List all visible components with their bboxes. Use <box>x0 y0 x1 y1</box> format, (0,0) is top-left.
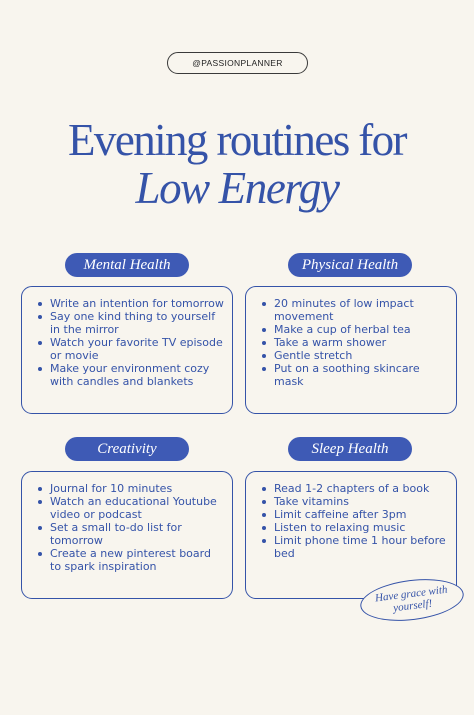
handle-badge: @PASSIONPLANNER <box>167 52 308 74</box>
list-item: Watch your favorite TV episode or movie <box>34 336 224 362</box>
list-item: Limit caffeine after 3pm <box>258 508 448 521</box>
card-mental-health <box>21 286 233 414</box>
list-item: Create a new pinterest board to spark inspiration <box>34 547 224 573</box>
list-item: Make a cup of herbal tea <box>258 323 448 336</box>
list-item: Write an intention for tomorrow <box>34 297 224 310</box>
card-creativity <box>21 471 233 599</box>
list-item: Listen to relaxing music <box>258 521 448 534</box>
list-item: Put on a soothing skincare mask <box>258 362 448 388</box>
list-item: Take vitamins <box>258 495 448 508</box>
list-physical-health <box>258 297 448 388</box>
list-item: 20 minutes of low impact movement <box>258 297 448 323</box>
list-item: Watch an educational Youtube video or podcast <box>34 495 224 521</box>
section-pill-sleep-health: Sleep Health <box>288 437 412 461</box>
card-physical-health <box>245 286 457 414</box>
list-item: Make your environment cozy with candles and blankets <box>34 362 224 388</box>
grace-note-stamp: Have grace with yourself! <box>358 574 466 626</box>
list-item: Take a warm shower <box>258 336 448 349</box>
title-line-1: Evening routines for <box>68 115 406 165</box>
section-pill-mental-health: Mental Health <box>65 253 189 277</box>
section-pill-creativity: Creativity <box>65 437 189 461</box>
list-item: Say one kind thing to yourself in the mirror <box>34 310 224 336</box>
list-creativity <box>34 482 224 573</box>
list-item: Gentle stretch <box>258 349 448 362</box>
list-sleep-health <box>258 482 448 560</box>
section-pill-physical-health: Physical Health <box>288 253 412 277</box>
list-item: Set a small to-do list for tomorrow <box>34 521 224 547</box>
list-item: Journal for 10 minutes <box>34 482 224 495</box>
title-line-2: Low Energy <box>135 163 339 213</box>
list-mental-health <box>34 297 224 388</box>
list-item: Read 1-2 chapters of a book <box>258 482 448 495</box>
list-item: Limit phone time 1 hour before bed <box>258 534 448 560</box>
